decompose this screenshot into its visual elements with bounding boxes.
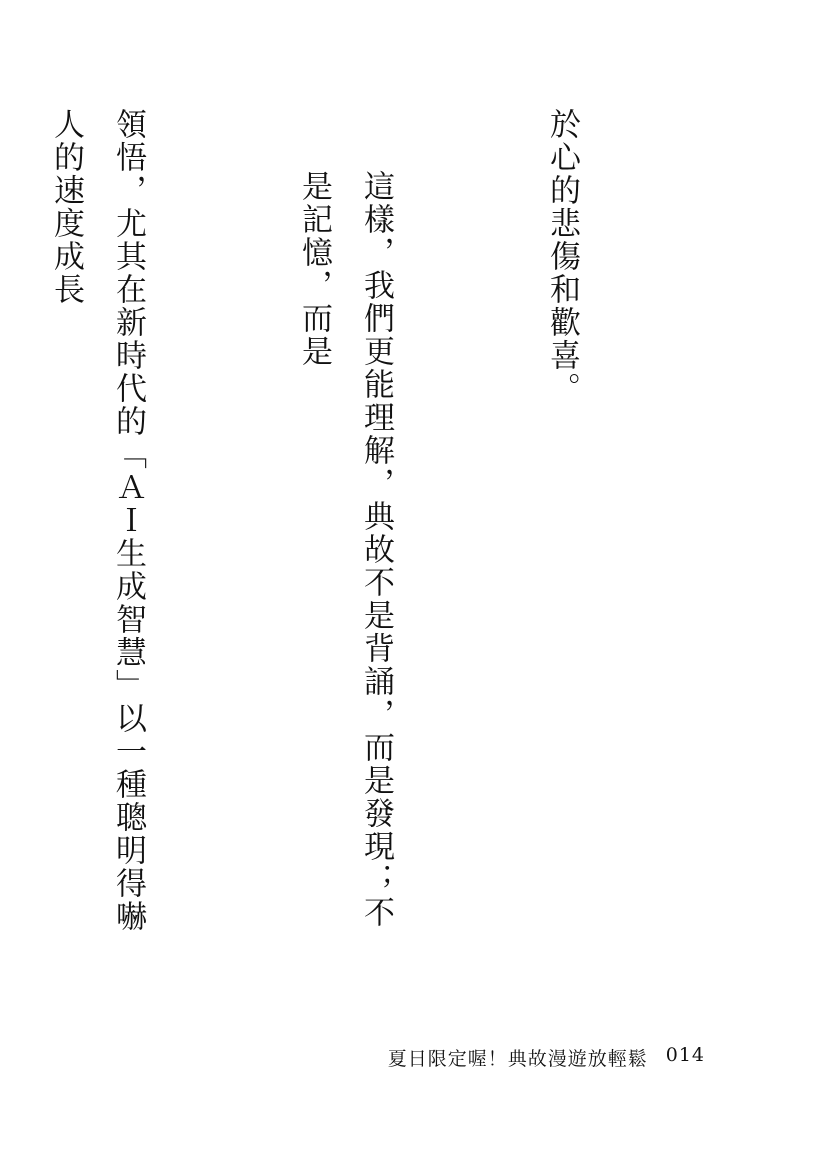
text-column: 這樣，我們更能理解，典故不是背誦，而是發現；不是記憶，而是 bbox=[296, 170, 394, 929]
page-footer bbox=[388, 1044, 705, 1071]
vertical-text-body bbox=[0, 108, 717, 958]
text-column: 領悟，尤其在新時代的「ＡＩ生成智慧」以一種聰明得嚇人的速度成長 bbox=[48, 108, 146, 933]
text-column: 於心的悲傷和歡喜。 bbox=[544, 108, 580, 405]
page-number: 014 bbox=[665, 1044, 705, 1066]
running-title: 夏日限定喔！典故漫遊放輕鬆 bbox=[387, 1048, 648, 1070]
